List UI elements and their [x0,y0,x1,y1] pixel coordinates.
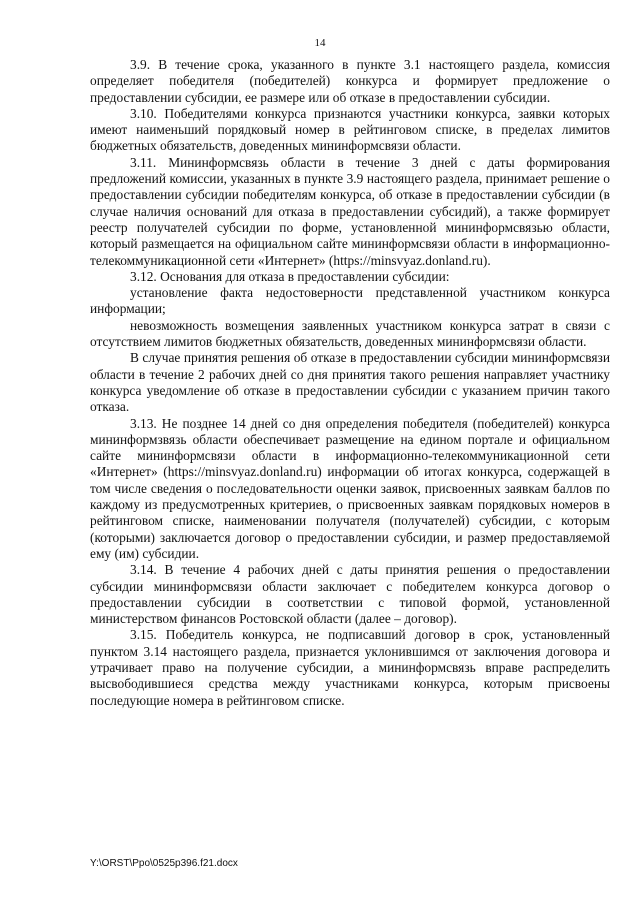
paragraph-3-10: 3.10. Победителями конкурса признаются участники конкурса, заявки которых имеют наименьший порядковый номер в рейтинговом списке, в пределах лимитов бюджетных обязательств, доведенных мининформсвязи области. [90,105,610,154]
document-body [90,57,610,709]
paragraph-refusal-notice: В случае принятия решения об отказе в предоставлении субсидии мининформсвязи области в течение 2 рабочих дней со дня принятия такого решения направляет участнику конкурса уведомление об отказе в предоставлении субсидии с указанием причин такого отказа. [90,350,610,415]
footer-file-path: Y:\ORST\Ppo\0525p396.f21.docx [90,858,238,869]
page-number: 14 [314,37,326,49]
paragraph-3-15: 3.15. Победитель конкурса, не подписавший договор в срок, установленный пунктом 3.14 настоящего раздела, признается уклонившимся от заключения договора и утрачивает право на получение субсидии, а мининформсвязь вправе распределить высвободившиеся средства между участниками конкурса, которым присвоены последующие номера в рейтинговом списке. [90,627,610,708]
paragraph-3-11: 3.11. Мининформсвязь области в течение 3 дней с даты формирования предложений комиссии, указанных в пункте 3.9 настоящего раздела, принимает решение о предоставлении субсидии победителям конкурса, об отказе в предоставлении субсидии (в случае наличия оснований для отказа в предоставлении субсидий), а также формирует реестр получателей субсидии по форме, установленной мининформсвязью области, который размещается на официальном сайте мининформсвязи области в информационно-телекоммуникационной сети «Интернет» (https://minsvyaz.donland.ru). [90,154,610,268]
paragraph-3-14: 3.14. В течение 4 рабочих дней с даты принятия решения о предоставлении субсидии мининформсвязи области заключает с победителем конкурса договор о предоставлении субсидии в соответствии с типовой формой, установленной министерством финансов Ростовской области (далее – договор). [90,562,610,627]
paragraph-refusal-reason-1: установление факта недостоверности представленной участником конкурса информации; [90,285,610,317]
paragraph-3-13: 3.13. Не позднее 14 дней со дня определения победителя (победителей) конкурса мининформзвязь области обеспечивает размещение на едином портале и официальном сайте мининформсвязи области в информационно-телекоммуникационной сети «Интернет» (https://minsvyaz.donland.ru) информации об итогах конкурса, содержащей в том числе сведения о последовательности оценки заявок, присвоенных заявкам баллов по каждому из предусмотренных критериев, о присвоенных заявкам порядковых номеров в рейтинговом списке, наименовании получателя (получателей) субсидии, с которым (которыми) заключается договор о предоставлении субсидии, и размер предоставляемой ему (им) субсидии. [90,415,610,561]
paragraph-3-9: 3.9. В течение срока, указанного в пункте 3.1 настоящего раздела, комиссия определяет победителя (победителей) конкурса и формирует предложение о предоставлении субсидии, ее размере или об отказе в предоставлении субсидии. [90,57,610,105]
paragraph-refusal-reason-2: невозможность возмещения заявленных участником конкурса затрат в связи с отсутствием лимитов бюджетных обязательств, доведенных мининформсвязи области. [90,317,610,350]
paragraph-3-12: 3.12. Основания для отказа в предоставлении субсидии: [130,268,450,284]
